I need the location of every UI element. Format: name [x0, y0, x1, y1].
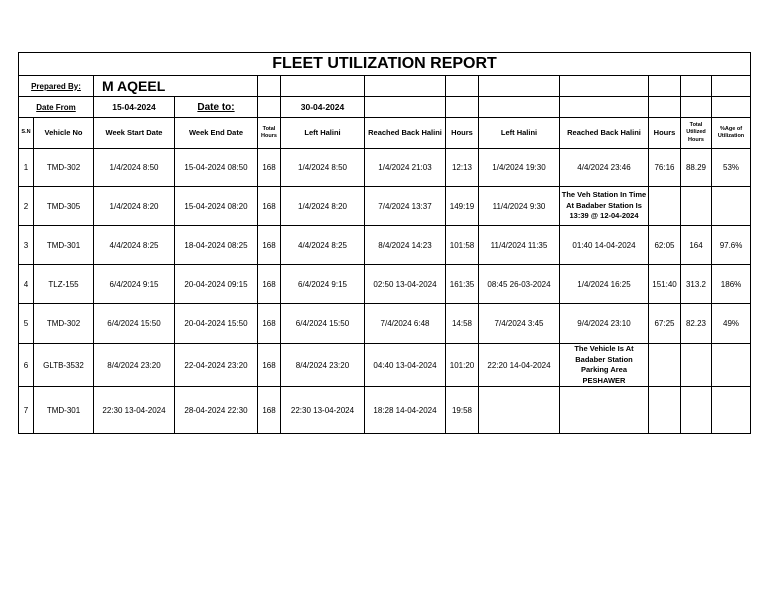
cell-hours-2 [649, 387, 681, 434]
cell-total-utilized: 88.29 [681, 149, 712, 187]
cell-hours-2: 67:25 [649, 304, 681, 344]
cell-total-utilized [681, 387, 712, 434]
cell-hours-1: 14:58 [446, 304, 479, 344]
cell-week-end: 28-04-2024 22:30 [175, 387, 258, 434]
cell-sn: 6 [19, 344, 34, 387]
cell-sn: 1 [19, 149, 34, 187]
col-header-left-halini-1: Left Halini [281, 118, 365, 149]
cell-reached-1: 02:50 13-04-2024 [365, 265, 446, 304]
prepared-by-row [19, 76, 751, 97]
cell-hours-2 [649, 344, 681, 387]
cell-reached-1: 7/4/2024 6:48 [365, 304, 446, 344]
cell-left-1: 6/4/2024 15:50 [281, 304, 365, 344]
cell-left-1: 1/4/2024 8:20 [281, 187, 365, 226]
cell-left-2: 1/4/2024 19:30 [479, 149, 560, 187]
column-header-row [19, 118, 751, 149]
cell-left-2: 11/4/2024 9:30 [479, 187, 560, 226]
cell-sn: 4 [19, 265, 34, 304]
cell-pct [712, 387, 751, 434]
date-range-row [19, 97, 751, 118]
cell-hours-2 [649, 187, 681, 226]
cell-left-1: 8/4/2024 23:20 [281, 344, 365, 387]
col-header-total-utilized: Total Utilized Hours [681, 118, 712, 149]
date-to-value: 30-04-2024 [281, 97, 365, 118]
cell-pct [712, 187, 751, 226]
cell-left-2: 7/4/2024 3:45 [479, 304, 560, 344]
cell-week-start: 22:30 13-04-2024 [94, 387, 175, 434]
table-row [19, 344, 751, 387]
cell-total-utilized: 313.2 [681, 265, 712, 304]
cell-week-start: 6/4/2024 9:15 [94, 265, 175, 304]
cell-total-hours: 168 [258, 187, 281, 226]
cell-reached-1: 7/4/2024 13:37 [365, 187, 446, 226]
col-header-reached-back-2: Reached Back Halini [560, 118, 649, 149]
cell-week-end: 20-04-2024 09:15 [175, 265, 258, 304]
col-header-total-hours: Total Hours [258, 118, 281, 149]
cell-left-2: 22:20 14-04-2024 [479, 344, 560, 387]
cell-left-2: 11/4/2024 11:35 [479, 226, 560, 265]
cell-reached-2: 9/4/2024 23:10 [560, 304, 649, 344]
cell-vehicle: TMD-302 [34, 304, 94, 344]
cell-total-hours: 168 [258, 344, 281, 387]
cell-vehicle: TMD-302 [34, 149, 94, 187]
table-row [19, 265, 751, 304]
table-row [19, 226, 751, 265]
table-row [19, 187, 751, 226]
cell-hours-1: 149:19 [446, 187, 479, 226]
cell-pct: 186% [712, 265, 751, 304]
cell-week-start: 1/4/2024 8:50 [94, 149, 175, 187]
cell-pct [712, 344, 751, 387]
cell-week-end: 18-04-2024 08:25 [175, 226, 258, 265]
col-header-week-start: Week Start Date [94, 118, 175, 149]
cell-hours-1: 12:13 [446, 149, 479, 187]
col-header-hours-2: Hours [649, 118, 681, 149]
cell-total-utilized [681, 344, 712, 387]
col-header-week-end: Week End Date [175, 118, 258, 149]
cell-reached-2: 1/4/2024 16:25 [560, 265, 649, 304]
cell-week-end: 20-04-2024 15:50 [175, 304, 258, 344]
table-row [19, 149, 751, 187]
col-header-vehicle: Vehicle No [34, 118, 94, 149]
cell-pct: 97.6% [712, 226, 751, 265]
cell-sn: 3 [19, 226, 34, 265]
cell-week-start: 6/4/2024 15:50 [94, 304, 175, 344]
cell-vehicle: TMD-301 [34, 226, 94, 265]
col-header-left-halini-2: Left Halini [479, 118, 560, 149]
cell-left-1: 4/4/2024 8:25 [281, 226, 365, 265]
cell-sn: 2 [19, 187, 34, 226]
cell-sn: 7 [19, 387, 34, 434]
cell-left-2: 08:45 26-03-2024 [479, 265, 560, 304]
col-header-reached-back-1: Reached Back Halini [365, 118, 446, 149]
cell-left-1: 6/4/2024 9:15 [281, 265, 365, 304]
cell-total-hours: 168 [258, 304, 281, 344]
date-from-label: Date From [19, 97, 94, 118]
cell-vehicle: TLZ-155 [34, 265, 94, 304]
cell-hours-2: 62:05 [649, 226, 681, 265]
cell-pct: 49% [712, 304, 751, 344]
table-row [19, 387, 751, 434]
cell-reached-2: 4/4/2024 23:46 [560, 149, 649, 187]
table-row [19, 304, 751, 344]
cell-total-utilized: 164 [681, 226, 712, 265]
cell-vehicle: GLTB-3532 [34, 344, 94, 387]
date-to-label: Date to: [175, 97, 258, 118]
cell-total-utilized [681, 187, 712, 226]
cell-total-hours: 168 [258, 387, 281, 434]
cell-vehicle: TMD-305 [34, 187, 94, 226]
cell-reached-2: The Vehicle Is At Badaber Station Parking Area PESHAWER [560, 344, 649, 387]
cell-sn: 5 [19, 304, 34, 344]
cell-hours-1: 19:58 [446, 387, 479, 434]
cell-reached-1: 1/4/2024 21:03 [365, 149, 446, 187]
cell-week-start: 4/4/2024 8:25 [94, 226, 175, 265]
cell-reached-2: The Veh Station In Time At Badaber Station Is 13:39 @ 12-04-2024 [560, 187, 649, 226]
cell-total-utilized: 82.23 [681, 304, 712, 344]
date-from-value: 15-04-2024 [94, 97, 175, 118]
cell-pct: 53% [712, 149, 751, 187]
cell-reached-1: 04:40 13-04-2024 [365, 344, 446, 387]
cell-total-hours: 168 [258, 265, 281, 304]
cell-hours-1: 101:58 [446, 226, 479, 265]
col-header-hours-1: Hours [446, 118, 479, 149]
col-header-utilization-pct: %Age of Utilization [712, 118, 751, 149]
cell-vehicle: TMD-301 [34, 387, 94, 434]
cell-hours-1: 161:35 [446, 265, 479, 304]
cell-week-end: 15-04-2024 08:50 [175, 149, 258, 187]
cell-reached-2 [560, 387, 649, 434]
cell-week-start: 1/4/2024 8:20 [94, 187, 175, 226]
cell-hours-1: 101:20 [446, 344, 479, 387]
fleet-utilization-table [18, 52, 751, 434]
cell-total-hours: 168 [258, 149, 281, 187]
report-sheet [18, 52, 750, 434]
cell-week-start: 8/4/2024 23:20 [94, 344, 175, 387]
cell-left-1: 22:30 13-04-2024 [281, 387, 365, 434]
cell-reached-1: 8/4/2024 14:23 [365, 226, 446, 265]
cell-week-end: 22-04-2024 23:20 [175, 344, 258, 387]
cell-left-2 [479, 387, 560, 434]
cell-total-hours: 168 [258, 226, 281, 265]
cell-hours-2: 76:16 [649, 149, 681, 187]
report-title: FLEET UTILIZATION REPORT [19, 53, 751, 76]
col-header-sn: S.N [19, 118, 34, 149]
cell-week-end: 15-04-2024 08:20 [175, 187, 258, 226]
prepared-by-value: M AQEEL [94, 76, 258, 97]
cell-reached-2: 01:40 14-04-2024 [560, 226, 649, 265]
cell-hours-2: 151:40 [649, 265, 681, 304]
prepared-by-label: Prepared By: [19, 76, 94, 97]
cell-reached-1: 18:28 14-04-2024 [365, 387, 446, 434]
cell-left-1: 1/4/2024 8:50 [281, 149, 365, 187]
